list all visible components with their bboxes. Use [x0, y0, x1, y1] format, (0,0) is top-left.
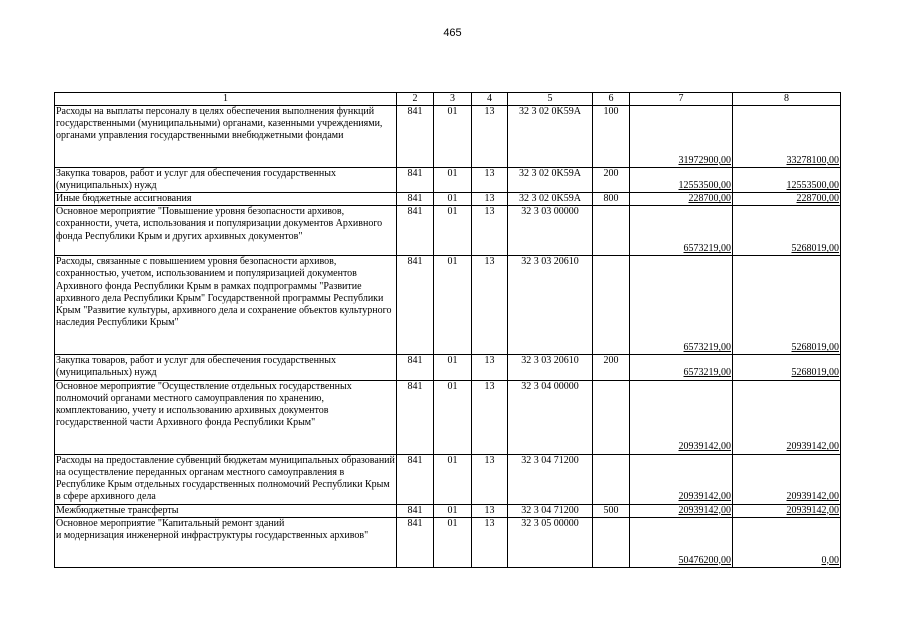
amount-value: 5268019,00 — [791, 342, 839, 354]
amount-year1-cell — [630, 206, 733, 256]
amount-year1-cell — [630, 106, 733, 168]
table-row — [55, 517, 841, 567]
section-code-cell: 01 — [434, 256, 472, 355]
header-cell: 2 — [397, 93, 434, 106]
row-name-cell: Межбюджетные трансферты — [55, 504, 397, 517]
header-cell: 4 — [472, 93, 508, 106]
expense-type-cell — [593, 380, 630, 454]
amount-year1-cell — [630, 504, 733, 517]
department-code-cell: 841 — [397, 454, 434, 504]
amount-value: 6573219,00 — [683, 367, 731, 379]
target-article-cell: 32 3 04 71200 — [508, 504, 593, 517]
row-name-cell: Основное мероприятие "Капитальный ремонт зданий и модернизация инженерной инфраструктуры государственных архивов" — [55, 517, 397, 567]
row-name-cell: Основное мероприятие "Повышение уровня безопасности архивов, сохранности, учета, использования и популяризации документов Архивного фонда Республики Крым и других архивных документов" — [55, 206, 397, 256]
header-cell: 8 — [733, 93, 841, 106]
table-row — [55, 168, 841, 193]
table-row — [55, 504, 841, 517]
amount-value: 6573219,00 — [683, 243, 731, 255]
row-name-cell: Закупка товаров, работ и услуг для обеспечения государственных (муниципальных) нужд — [55, 355, 397, 380]
expense-type-cell: 200 — [593, 168, 630, 193]
subsection-code-cell: 13 — [472, 517, 508, 567]
target-article-cell: 32 3 04 71200 — [508, 454, 593, 504]
target-article-cell: 32 3 04 00000 — [508, 380, 593, 454]
amount-year1-cell — [630, 517, 733, 567]
row-name-cell: Расходы на предоставление субвенций бюджетам муниципальных образований на осуществление переданных органам местного самоуправления в Республике Крым отдельных государственных полномочий Республики Крым в сфере архивного дела — [55, 454, 397, 504]
section-code-cell: 01 — [434, 517, 472, 567]
subsection-code-cell: 13 — [472, 206, 508, 256]
amount-value: 228700,00 — [796, 193, 839, 205]
amount-value: 20939142,00 — [678, 441, 731, 453]
section-code-cell: 01 — [434, 106, 472, 168]
amount-value: 5268019,00 — [791, 367, 839, 379]
amount-value: 50476200,00 — [678, 554, 731, 566]
amount-value: 228700,00 — [688, 193, 731, 205]
target-article-cell: 32 3 03 20610 — [508, 256, 593, 355]
amount-value: 12553500,00 — [678, 180, 731, 192]
department-code-cell: 841 — [397, 380, 434, 454]
target-article-cell: 32 3 02 0K59A — [508, 168, 593, 193]
table-row — [55, 454, 841, 504]
amount-value: 20939142,00 — [678, 491, 731, 503]
amount-year2-cell — [733, 380, 841, 454]
section-code-cell: 01 — [434, 355, 472, 380]
header-cell: 6 — [593, 93, 630, 106]
header-cell: 5 — [508, 93, 593, 106]
subsection-code-cell: 13 — [472, 193, 508, 206]
subsection-code-cell: 13 — [472, 106, 508, 168]
expense-type-cell — [593, 517, 630, 567]
table-row — [55, 355, 841, 380]
expense-type-cell — [593, 454, 630, 504]
expense-type-cell — [593, 206, 630, 256]
table-row — [55, 380, 841, 454]
amount-year2-cell — [733, 454, 841, 504]
amount-year2-cell — [733, 504, 841, 517]
section-code-cell: 01 — [434, 454, 472, 504]
department-code-cell: 841 — [397, 168, 434, 193]
expense-type-cell: 100 — [593, 106, 630, 168]
subsection-code-cell: 13 — [472, 168, 508, 193]
amount-value: 12553500,00 — [786, 180, 839, 192]
section-code-cell: 01 — [434, 380, 472, 454]
table-row — [55, 193, 841, 206]
row-name-cell: Иные бюджетные ассигнования — [55, 193, 397, 206]
expense-type-cell: 200 — [593, 355, 630, 380]
section-code-cell: 01 — [434, 168, 472, 193]
target-article-cell: 32 3 02 0K59A — [508, 193, 593, 206]
department-code-cell: 841 — [397, 504, 434, 517]
amount-year1-cell — [630, 193, 733, 206]
subsection-code-cell: 13 — [472, 454, 508, 504]
department-code-cell: 841 — [397, 106, 434, 168]
expense-type-cell: 500 — [593, 504, 630, 517]
amount-year2-cell — [733, 106, 841, 168]
table-row — [55, 106, 841, 168]
amount-year1-cell — [630, 355, 733, 380]
amount-value: 20939142,00 — [678, 504, 731, 516]
page-number: 465 — [443, 27, 462, 39]
amount-year1-cell — [630, 380, 733, 454]
amount-year2-cell — [733, 168, 841, 193]
table-row — [55, 206, 841, 256]
subsection-code-cell: 13 — [472, 504, 508, 517]
amount-year2-cell — [733, 517, 841, 567]
target-article-cell: 32 3 03 00000 — [508, 206, 593, 256]
department-code-cell: 841 — [397, 193, 434, 206]
target-article-cell: 32 3 05 00000 — [508, 517, 593, 567]
amount-value: 33278100,00 — [786, 155, 839, 166]
amount-year1-cell — [630, 168, 733, 193]
header-cell: 7 — [630, 93, 733, 106]
amount-year1-cell — [630, 454, 733, 504]
department-code-cell: 841 — [397, 256, 434, 355]
row-name-cell: Закупка товаров, работ и услуг для обеспечения государственных (муниципальных) нужд — [55, 168, 397, 193]
amount-year2-cell — [733, 256, 841, 355]
department-code-cell: 841 — [397, 517, 434, 567]
amount-year1-cell — [630, 256, 733, 355]
target-article-cell: 32 3 02 0K59A — [508, 106, 593, 168]
expense-type-cell — [593, 256, 630, 355]
subsection-code-cell: 13 — [472, 380, 508, 454]
department-code-cell: 841 — [397, 355, 434, 380]
table-row — [55, 256, 841, 355]
row-name-cell: Расходы, связанные с повышением уровня безопасности архивов, сохранностью, учетом, использованием и популяризацией документов Архивного фонда Республики Крым в рамках подпрограммы "Развитие архивного дела Республики Крым" Государственной программы Республики Крым "Развитие культуры, архивного дела и сохранение объектов культурного наследия Республики Крым" — [55, 256, 397, 355]
department-code-cell: 841 — [397, 206, 434, 256]
amount-year2-cell — [733, 355, 841, 380]
amount-value: 20939142,00 — [786, 491, 839, 503]
amount-value: 20939142,00 — [786, 504, 839, 516]
row-name-cell: Расходы на выплаты персоналу в целях обеспечения выполнения функций государственными (муниципальными) органами, казенными учреждениями, органами управления государственными внебюджетными фондами — [55, 106, 397, 168]
target-article-cell: 32 3 03 20610 — [508, 355, 593, 380]
amount-year2-cell — [733, 206, 841, 256]
subsection-code-cell: 13 — [472, 355, 508, 380]
amount-value: 0,00 — [821, 554, 839, 566]
amount-value: 20939142,00 — [786, 441, 839, 453]
expense-type-cell: 800 — [593, 193, 630, 206]
subsection-code-cell: 13 — [472, 256, 508, 355]
budget-table — [54, 92, 841, 568]
section-code-cell: 01 — [434, 504, 472, 517]
section-code-cell: 01 — [434, 193, 472, 206]
amount-value: 6573219,00 — [683, 342, 731, 354]
section-code-cell: 01 — [434, 206, 472, 256]
amount-value: 31972900,00 — [678, 155, 731, 166]
amount-value: 5268019,00 — [791, 243, 839, 255]
amount-year2-cell — [733, 193, 841, 206]
header-cell: 1 — [55, 93, 397, 106]
row-name-cell: Основное мероприятие "Осуществление отдельных государственных полномочий органами местного самоуправления по хранению, комплектованию, учету и использованию архивных документов государственной части Архивного фонда Республики Крым" — [55, 380, 397, 454]
header-cell: 3 — [434, 93, 472, 106]
table-header-row — [55, 93, 841, 106]
